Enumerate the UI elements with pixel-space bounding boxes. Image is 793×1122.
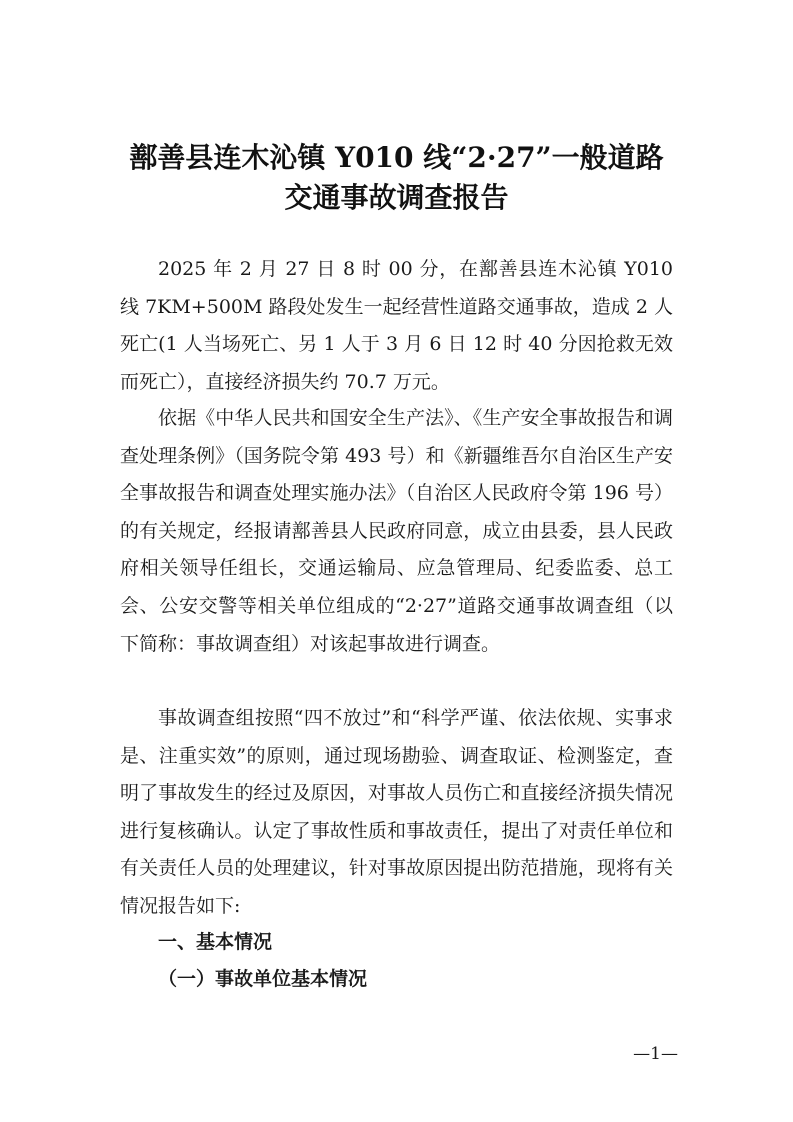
page-number: —1— <box>633 1044 678 1064</box>
paragraph-legal-basis: 依据《中华人民共和国安全生产法》、《生产安全事故报告和调查处理条例》（国务院令第 493 号）和《新疆维吾尔自治区生产安全事故报告和调查处理实施办法》（自治区人民政府令第 196 号）的有关规定，经报请鄯善县人民政府同意，成立由县委，县人民政府相关领导任组长，交通运输局、应急管理局、纪委监委、总工会、公安交警等相关单位组成的“2·27”道路交通事故调查组（以下简称：事故调查组）对该起事故进行调查。 <box>120 407 673 655</box>
paragraph-investigation-principles: 事故调查组按照“四不放过”和“科学严谨、依法依规、实事求是、注重实效”的原则，通过现场勘验、调查取证、检测鉴定，查明了事故发生的经过及原因，对事故人员伤亡和直接经济损失情况进行复核确认。认定了事故性质和事故责任，提出了对责任单位和有关责任人员的处理建议，针对事故原因提出防范措施，现将有关情况报告如下: <box>120 707 673 917</box>
report-title-line-1: 鄯善县连木沁镇 Y010 线“2·27”一般道路 <box>129 141 664 174</box>
subsection-heading-unit-info: （一）事故单位基本情况 <box>158 968 368 990</box>
section-heading-basic-info: 一、基本情况 <box>158 931 273 953</box>
paragraph-accident-summary: 2025 年 2 月 27 日 8 时 00 分，在鄯善县连木沁镇 Y010 线 7KM+500M 路段处发生一起经营性道路交通事故，造成 2 人死亡(1 人当场死亡、另 1 人于 3 月 6 日 12 时 40 分因抢救无效而死亡），直接经济损失约 70.7 万元。 <box>120 258 673 393</box>
report-title-line-2: 交通事故调查报告 <box>284 181 509 214</box>
